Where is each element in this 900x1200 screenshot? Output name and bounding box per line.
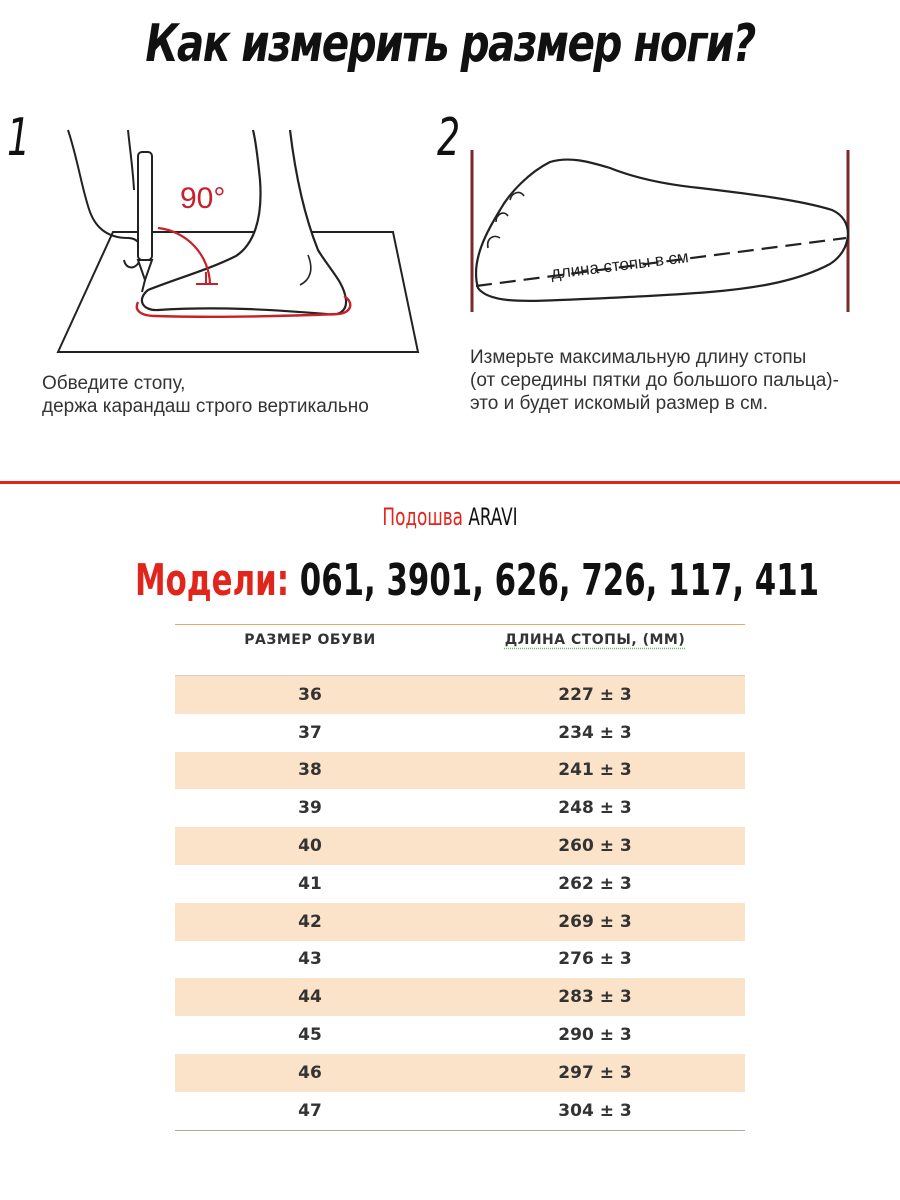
models-value: 061, 3901, 626, 726, 117, 411: [299, 555, 820, 606]
table-row: [175, 865, 745, 903]
length-cell: 248 ± 3: [558, 798, 632, 819]
foot-length-illustration: [460, 140, 870, 330]
length-cell: 262 ± 3: [558, 873, 632, 894]
step-2-number: 2: [436, 108, 461, 168]
size-cell: 39: [298, 798, 322, 819]
step-1-caption: Обведите стопу, держа карандаш строго вертикально: [42, 373, 369, 417]
table-row: [175, 1054, 745, 1092]
header-shoe-size: РАЗМЕР ОБУВИ: [175, 625, 445, 656]
sole-label: Подошва: [382, 503, 463, 531]
step-1-number: 1: [6, 108, 31, 168]
table-row: [175, 1016, 745, 1054]
page-title: Как измерить размер ноги?: [145, 14, 755, 74]
size-cell: 38: [175, 752, 445, 790]
models-label: Модели:: [135, 555, 290, 606]
length-cell: 241 ± 3: [445, 752, 745, 790]
length-cell: 260 ± 3: [445, 827, 745, 865]
angle-label: 90°: [180, 182, 226, 215]
size-cell: 46: [175, 1054, 445, 1092]
sole-value: ARAVI: [468, 503, 518, 531]
size-cell: 40: [175, 827, 445, 865]
size-cell: 47: [175, 1092, 445, 1130]
length-cell: 304 ± 3: [445, 1092, 745, 1130]
size-cell: 41: [298, 873, 322, 894]
table-row: [175, 978, 745, 1016]
sole-line: [99, 503, 801, 531]
foot-length-label: длина стопы в см: [549, 247, 690, 283]
table-row: [175, 1092, 745, 1130]
table-row: [175, 714, 745, 752]
models-line: [135, 555, 820, 606]
step-2-caption: Измерьте максимальную длину стопы (от середины пятки до большого пальца)- это и будет искомый размер в см.: [470, 347, 839, 414]
table-row: [175, 676, 745, 714]
length-cell: 276 ± 3: [558, 949, 632, 970]
length-cell: 234 ± 3: [558, 722, 632, 743]
size-cell: 42: [175, 903, 445, 941]
foot-icon: [142, 130, 346, 314]
trace-foot-illustration: [38, 120, 438, 370]
size-cell: 45: [298, 1025, 322, 1046]
size-cell: 36: [175, 676, 445, 714]
size-cell: 43: [298, 949, 322, 970]
size-table: [175, 624, 745, 1131]
size-cell: 44: [175, 978, 445, 1016]
length-cell: 290 ± 3: [558, 1025, 632, 1046]
header-foot-length: ДЛИНА СТОПЫ, (ММ): [445, 625, 745, 656]
length-cell: 269 ± 3: [445, 903, 745, 941]
length-cell: 227 ± 3: [445, 676, 745, 714]
length-cell: 283 ± 3: [445, 978, 745, 1016]
table-row: [175, 827, 745, 865]
table-row: [175, 903, 745, 941]
table-row: [175, 789, 745, 827]
length-cell: 297 ± 3: [445, 1054, 745, 1092]
section-divider: [0, 481, 900, 484]
table-row: [175, 752, 745, 790]
table-row: [175, 941, 745, 979]
size-cell: 37: [298, 722, 322, 743]
